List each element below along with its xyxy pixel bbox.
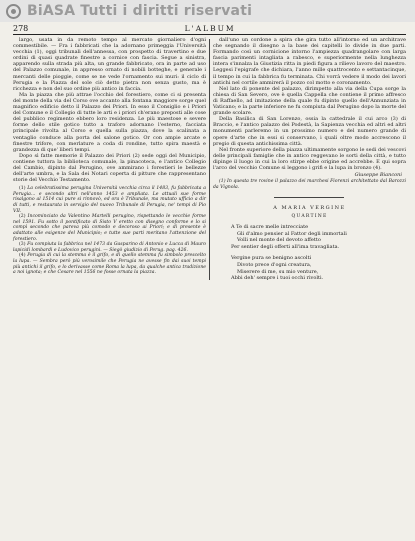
page-number: 278 xyxy=(13,24,29,33)
column-divider xyxy=(209,39,210,280)
poem-line: Gli d'almo pensier al Fattor degli immortali xyxy=(236,230,347,237)
poem-stanza xyxy=(213,255,406,281)
poem-line: Abbi deh' sempre i tuoi occhi rivolti. xyxy=(230,275,324,282)
section-divider xyxy=(274,197,344,198)
poem-line: Per sentier degli offerti all'ima travagliata. xyxy=(230,243,340,250)
poem-stanza xyxy=(213,224,406,250)
paragraph: Nel fronte superiore della piazza ultimamente sorgono le sedi dei vescovi delle principali famiglie che in antico reggevano le sorti della città, e tutto dipinge il luogo in cui la loro stirpe ebbe origine ed accrebbe. E qui sopra l'arco del vecchio Comune si leggono i grifi e la lupa in bronzo (4). xyxy=(212,146,406,171)
right-column xyxy=(213,37,406,282)
footnote: (2) Incominciato da Valentino Martelli perugino, rispettando le vecchie forme nel 1591. Fu sotto il pontificato di Sisto V eretto con disegno conforme e lo si compì secondo che pareva più comodo e decoroso ai Priori; e di presente è adattato alle esigenze del Municipio; e tutte sue parti meritano l'attenzione del forestiero. xyxy=(13,214,206,242)
poem-title: A MARIA VERGINE xyxy=(273,205,346,212)
footnote: (3) Fu compiuta la fabbrica nel 1473 da Gasparino di Antonio e Lucca di Mauro lapicidi lombardi e Ludovico perugini. — Siegò giudizio di Perug. pag. 426. xyxy=(13,242,206,253)
footnotes xyxy=(13,186,206,276)
poem-line: Vergine pura se benigno ascolti xyxy=(230,255,312,262)
footnote: (1) La celebratissima perugina Università vecchia circa il 1483, fu fabbricata a Perugia... e secondo altri nell'anno 1453 e ampliata. Le attuali sue forme risalgono al 1514 cui pure si rinnovò, ed ora è Tribunale, ma mutato ufficio a dir di tutti, e restaurata in servigio del nuovo Tribunale di Perugia, ne' tempi di Pio VII. xyxy=(13,186,206,214)
poem-line: Miserere di me, su mio venture, xyxy=(236,268,319,275)
poem-line: Divoto prece d'ogni creatura, xyxy=(236,262,312,269)
author-signature: Giuseppe Bianconi xyxy=(354,172,402,179)
paragraph: Nel lato di ponente del palazzo, dirimpetto alla via della Cupa sorge la chiesa di San Severo, ove è quella Cappella che contiene il primo affresco di Raffaello, ad imitazione della quale fu dipinto quello dell'Annunziata in Vaticano; e la parte inferiore ne fu compiuta dal Perugino dopo la morte del grande scolare. xyxy=(212,85,406,117)
paragraph: Dopo sì fatte memorie il Palazzo dei Priori (2) sede oggi del Municipio, contiene tuttora la biblioteca comunale, la pinacoteca, e l'antico Collegio del Cambio, dipinto dal Perugino, ove ammirano i forestieri le bellezze dell'arte umbra, e la Sala dei Notari coperta di pitture che rappresentano storie del Vecchio Testamento. xyxy=(13,152,206,184)
journal-title: L'ALBUM xyxy=(184,24,236,33)
footnote: (1) In questa tre rovine il palazzo dei marchesi Fiorenzi architettato dal Barozzi da Vignola. xyxy=(212,179,406,190)
biasa-logo-icon xyxy=(6,4,21,19)
footnote: (4) Perugia di cui la stemma è il grifo, e di quello stemma fu simbolo prescelto la lupa. — Sembra però più verosimile che Perugia ne avesse fin dai suoi tempi più antichi il grifo, e lo derivasse come Roma la lupa, da qualche antica tradizione a noi ignota; e che Cesare nel 1556 ne fosse ornata la piazza. xyxy=(13,253,206,276)
watermark-text: BiASA Tutti i diritti riservati xyxy=(27,3,253,19)
left-column xyxy=(13,37,206,282)
poem-line: Volli nel monte del devoto affetto xyxy=(236,237,321,244)
paragraph: largo, usata in da remoto tempo al mercato giornaliero d'ogni commestibile. — Fra i fabbricati che la adornano primeggia l'Università vecchia (1), oggi tribunali dell'annessa, con prospetto di travertino e due ordini di quasi quadrate finestre a cornice con fascia. Segue a sinistra, apparendo sulla strada più alta, un grande fabbricato, ora in parte ad uso del Palazzo comunale, in appresso ornato di nobili botteghe, e generale i mercanti delle pioggie, come se ne vede l'ornamento sui muri: il ciclo di Perugia e la Piazza del sole ciò detto pietra non senza gusto, ma è ricchezza e non del suo ordine più antico in faccia. xyxy=(13,37,206,92)
poem-subtitle: QUARTINE xyxy=(291,214,328,220)
paragraph: Della Basilica di San Lorenzo, ossia la cattedrale il cui arco (3) di Braccio, e l'antico palazzo dei Podestà, la Sapienza vecchia ed altri ed altri monumenti parleremo in un prossimo numero e del numero grande di opere d'arte che in essi si conservano, i quali oltre modo accrescono il pregio di questa antichissima città. xyxy=(212,116,406,147)
watermark-banner xyxy=(0,0,415,22)
journal-page xyxy=(7,22,412,536)
paragraph: Ma la piazza che più attrae l'occhio del forestiero, come ci si presenta del monte della via del Corso ove accanto alla fontana maggiore sorge quel magnifico edificio detto il Palazzo dei Priori. In esso il Consiglio e i Priori del Comune e il Collegio di tutte le arti e i priori ch'erano preposti alle cose del pubblico regimento ebbero loro residenza. Le più maestose e severe forme dello stile gotico tutto a traforo adornano l'esterno, facciata principale rivolta al Corso e quella sulla piazza, dove la scalinata a ventaglio conduce alla porta del salone gotico. Or con ampie arcate e finestre trifore, con merlature a coda di rondine, tutto spira maestà e grandezza di que' liberi tempi. xyxy=(13,91,206,153)
two-column-body xyxy=(13,37,406,282)
poem-line: A Te di sacre melle intrecciate xyxy=(230,224,309,231)
running-head xyxy=(13,24,406,35)
paragraph: dall'uno un cordone a spira che gira tutto all'intorno ed un architrave che segnando il disegno a la base dei capitelli lo divide in due parti. Formando così un cornicione intorno l'ampiezza quadrangolare con larga fascia parimenti intagliata a rabesco, e superiormente nella lunghezza intera s'innalza la Giustizia ritta in piedi figura a rilievo lavoro del maestro. Leggesi l'epigrafe che dichiara, l'anno mille quattrocento e settantacinque, il tempo in cui la fabbrica fu terminata. Chi vorrà vedere il modo dei lavori antichi nel cortile ammirerà il pozzo col motto e coronamento. xyxy=(212,37,406,86)
